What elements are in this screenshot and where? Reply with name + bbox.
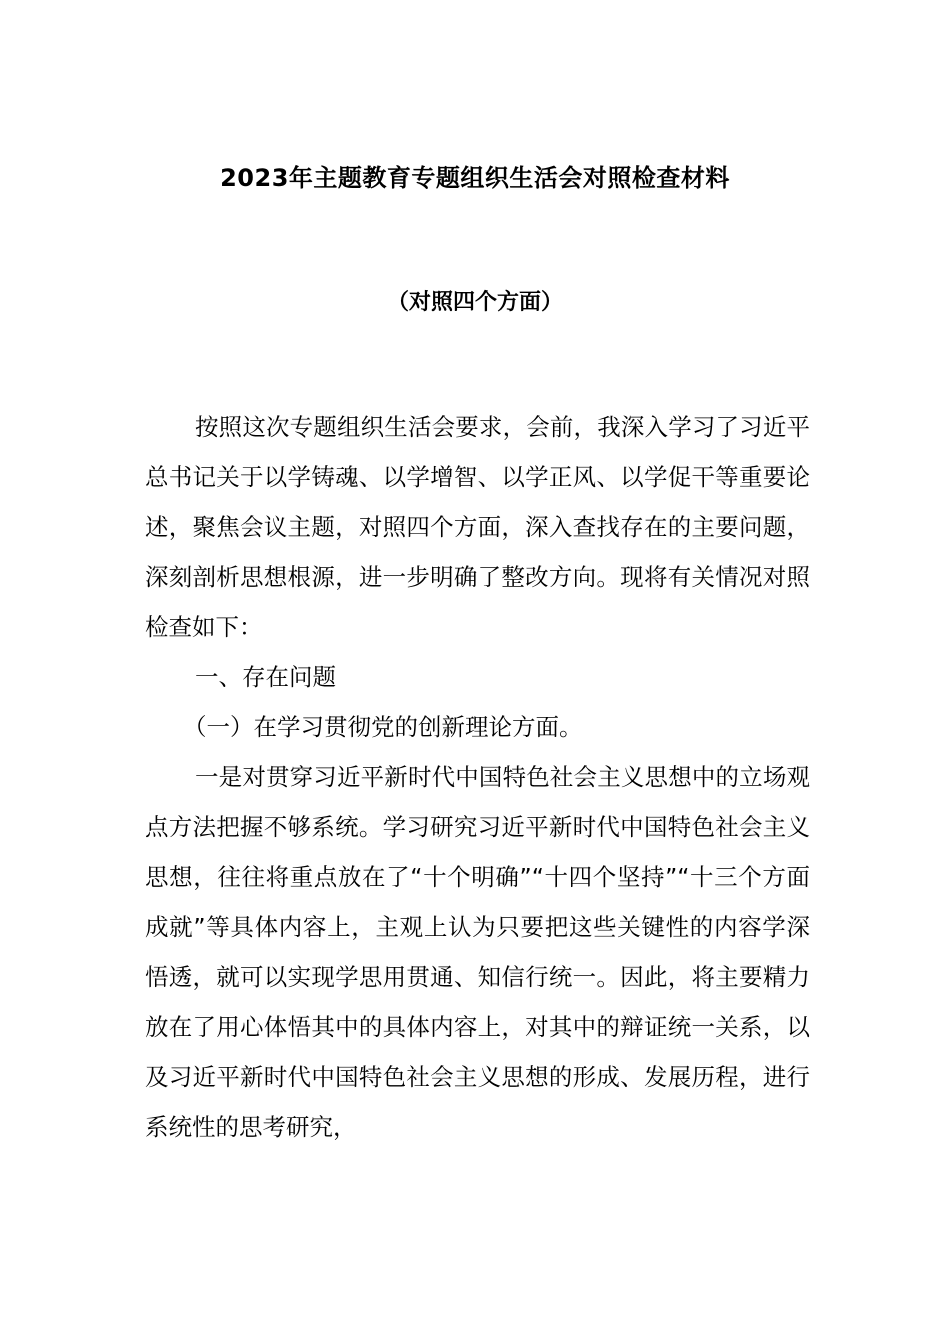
subsection-heading: （一）在学习贯彻党的创新理论方面。 <box>183 713 583 741</box>
section-heading: 一、存在问题 <box>195 663 336 691</box>
body-paragraph: 一是对贯穿习近平新时代中国特色社会主义思想中的立场观点方法把握不够系统。学习研究习近平新时代中国特色社会主义思想，往往将重点放在了“十个明确”“十四个坚持”“十三个方面成就”等具体内容上，主观上认为只要把这些关键性的内容学深悟透，就可以实现学思用贯通、知信行统一。因此，将主要精力放在了用心体悟其中的具体内容上，对其中的辩证统一关系，以及习近平新时代中国特色社会主义思想的形成、发展历程，进行系统性的思考研究， <box>145 763 810 1141</box>
document-title: 2023年主题教育专题组织生活会对照检查材料 <box>220 164 730 192</box>
intro-paragraph: 按照这次专题组织生活会要求，会前，我深入学习了习近平总书记关于以学铸魂、以学增智、以学正风、以学促干等重要论述，聚焦会议主题，对照四个方面，深入查找存在的主要问题，深刻剖析思想根源，进一步明确了整改方向。现将有关情况对照检查如下： <box>145 413 810 641</box>
document-body <box>145 402 810 1152</box>
document-subtitle: （对照四个方面） <box>386 290 563 315</box>
